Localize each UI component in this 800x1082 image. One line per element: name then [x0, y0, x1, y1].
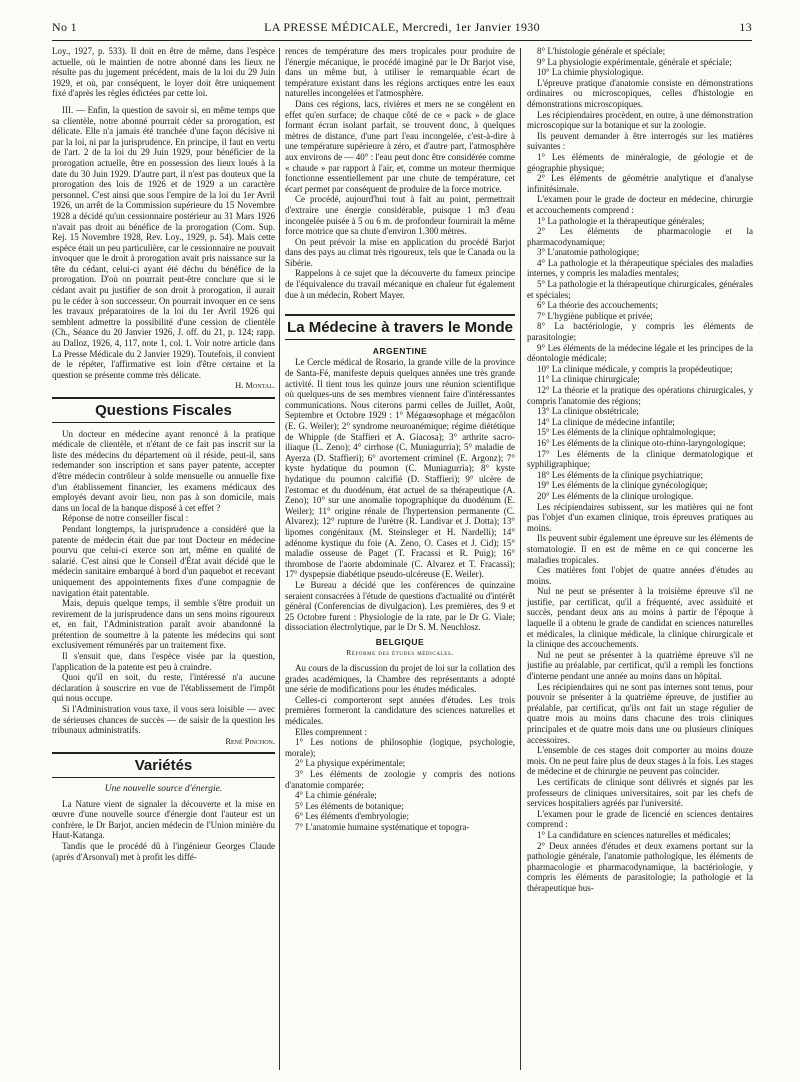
list-item: 12° La théorie et la pratique des opérations chirurgicales, y compris l'anatomie des régions;: [527, 385, 753, 406]
list-item: 15° Les éléments de la clinique ophtalmologique;: [537, 427, 716, 438]
paragraph: rences de température des mers tropicales pour produire de l'énergie mécanique, le procédé imaginé par le Dr Barjot vise, dans un même but, à utiliser le remarquable écart de température existant dans les régions arctiques entre les eaux naturelles incongelées et l'atmosphère.: [285, 46, 515, 99]
country-heading-belgique: BELGIQUE: [375, 636, 425, 647]
list-item: 11° La clinique chirurgicale;: [537, 374, 640, 385]
author-signature: H. Montal.: [235, 380, 275, 391]
list-item: 1° Les notions de philosophie (logique, psychologie, morale);: [285, 737, 515, 758]
list-item: 1° Les éléments de minéralogie, de géologie et de géographie physique;: [527, 151, 753, 173]
article-subtitle: Une nouvelle source d'énergie.: [104, 784, 223, 794]
paragraph: Il s'ensuit que, dans l'espèce visée par la question, l'application de la patente est peu à craindre.: [52, 651, 275, 672]
paragraph: Réponse de notre conseiller fiscal :: [62, 513, 189, 524]
paragraph: La Nature vient de signaler la découverte et la mise en œuvre d'une nouvelle source d'énergie dont l'auteur est un confrère, le Dr Barjot, ancien médecin de l'Union minière du Haut-Katanga.: [52, 798, 275, 841]
list-item: 6° Les éléments d'embryologie;: [295, 811, 409, 822]
list-item: 3° L'anatomie pathologique;: [537, 247, 640, 258]
list-item: 3° Les éléments de zoologie y compris des notions d'anatomie comparée;: [285, 769, 515, 790]
paragraph: Les récipiendaires procèdent, en outre, à une démonstration microscopique sur la botanique et sur la zoologie.: [527, 109, 753, 131]
journal-title: LA PRESSE MÉDICALE, Mercredi, 1er Janvier 1930: [264, 20, 540, 34]
list-item: 2° La physique expérimentale;: [295, 758, 406, 769]
paragraph: On peut prévoir la mise en application du procédé Barjot dans des pays au climat très rigoureux, tels que le Canada ou la Sibérie.: [285, 236, 515, 268]
section-heading-varietes: Variétés: [52, 752, 275, 778]
paragraph: Pendant longtemps, la jurisprudence a considéré que la patente de médecin était due par tout Docteur en médecine pourvu que celui-ci exerce son art, même en qualité de salarié. C'est ainsi que le Conseil d'État avait décidé que le médecin sanitaire embarqué à bord d'un paquebot et recevant uniquement des appointements fixes d'une compagnie de navigation était patentable.: [52, 523, 275, 598]
paragraph: Au cours de la discussion du projet de loi sur la collation des grades académiques, la Chambre des représentants a adopté une série de modifications pour les études médicales.: [285, 663, 515, 695]
list-item: 2° Les éléments de géométrie analytique et d'analyse infinitésimale.: [527, 173, 753, 194]
column-divider-left: [279, 48, 280, 1070]
column-right: [527, 46, 753, 1072]
paragraph: Rappelons à ce sujet que la découverte du fameux principe de l'équivalence du travail mécanique en chaleur fut également due à un médecin, Robert Mayer.: [285, 268, 515, 300]
paragraph: Quoi qu'il en soit, du reste, l'intéressé n'a aucune déclaration à souscrire en vue de l'établissement de l'impôt qui nous occupe.: [52, 672, 275, 704]
paragraph: Le Cercle médical de Rosario, la grande ville de la province de Santa-Fé, manifeste depuis quelques années une très grande activité. Il tient tous les quinze jours une réunion scientifique où quelques-uns de ses membres viennent faire d'intéressantes communications. Nous citerons parmi celles de Juillet, Août, Septembre et Octobre 1929 : 1° Mégaœsophage et mégacôlon (E. G. Weiler); 2° syndrome neuroanémique; régime diététique de Whipple (de Staffieri et A. Giacosa); 3° arthrite sacro-iliaque (L. Zeno); 4° cirrhose (C. Muniagurria); 5° maladie de Ayerza (D. Staffieri); 6° avortement criminel (E. Argonz); 7° kyste hydatique du poumon (C. Muniagurria); 8° kyste hydatique du poumon calcifié (D. Staffieri); 9° ulcère de l'estomac et du duodénum, état actuel de sa thérapeutique (A. Zeno); 10° sur une anomalie topographique du duodénum (E. Weiler); 11° origine rénale de l'hypertension permanente (C. Alvarez); 12° rupture de l'urètre (R. Landivar et J. Dotta); 13° lipomes congénitaux (M. Steinsleger et H. Nardelli); 14° adénome kystique du foie (A. Zeno, O. Cases et J. Cid); 15° maladie osseuse de Paget (T. Fracassi et R. Puig); 16° thrombose de l'aorte abdominale (C. Alvarez et T. Fracassi); 17° dyspepsie diabétique pseudo-ulcéreuse (E. Weiler).: [285, 357, 515, 580]
paragraph: Si l'Administration vous taxe, il vous sera loisible — avec de sérieuses chances de succès — de saisir de la question les tribunaux administratifs.: [52, 704, 275, 736]
paragraph: III. — Enfin, la question de savoir si, en même temps que sa clientèle, notre abonné pourrait céder sa prorogation, est délicate. Elle n'a jamais été tranchée d'une façon décisive ni par la loi, ni par la jurisprudence. En principe, il faut en vertu de l'art. 2 de la loi du 29 Juin 1929, pour bénéficier de la prorogation actuelle, être en possession des lieux loués à la date du 30 Juin 1929. D'autre part, il n'est pas douteux que la prorogation des lois de 1926 et de 1929 a un caractère personnel. C'est ainsi que sous l'empire de la loi du 1er Avril 1926, un arrêt de la Commission supérieure du 15 Novembre 1928 a décidé qu'un cessionnaire postérieur au 31 Mars 1926 n'avait pas droit au bénéfice de la prorogation (Com. Sup. Rej. 15 Novembre 1928, Rev. Loy., 1929, p. 54). Mais cette espèce était un peu particulière, car le cessionnaire ne pouvait invoquer que le droit à prorogation avait pris naissance sur la tête du cédant, celui-ci ayant été déchu du bénéfice de la prorogation. D'où on pourrait peut-être conclure que si le cédant avait pu justifier de son droit à prorogation, il aurait pu le céder à son successeur. On pourrait invoquer en ce sens les travaux préparatoires de la loi du 1er Avril 1926 qui semblent admettre la possibilité d'une cession de clientèle (Ch., Séance du 20 Janvier 1926, J. off. du 21, p. 124; rapp. au Dalloz, 1926, 4, 117, note 1, col. 1. Voir notre article dans La Presse Médicale du 2 Janvier 1929). Toutefois, il convient de le répéter, l'affirmative est loin d'être certaine et la question se présente comme très délicate.: [52, 104, 275, 380]
column-left: [52, 46, 275, 1072]
list-item: 4° La pathologie et la thérapeutique spéciales des maladies internes, y compris les maladies mentales;: [527, 257, 753, 279]
column-divider-right: [520, 48, 521, 1070]
page-header: [52, 20, 752, 36]
paragraph: Ces matières font l'objet de quatre années d'études au moins.: [527, 565, 753, 586]
list-item: 1° La pathologie et la thérapeutique générales;: [537, 215, 705, 226]
list-item: 9° La physiologie expérimentale, générale et spéciale;: [537, 56, 732, 67]
paragraph: Mais, depuis quelque temps, il semble s'être produit un revirement de la jurisprudence dans un sens moins rigoureux et, en fait, l'Administration paraît avoir abandonné la prétention de soumettre à la patente les médecins qui sont exclusivement rémunérés par un traitement fixe.: [52, 598, 275, 651]
paragraph: L'épreuve pratique d'anatomie consiste en démonstrations ordinaires ou microscopiques, celles d'histologie en démonstrations microscopiques.: [527, 77, 753, 109]
paragraph: Nul ne peut se présenter à la quatrième épreuve s'il ne justifie au préalable, par certificat, qu'il a rempli les fonctions d'interne pendant une année au moins dans un hôpital.: [527, 649, 753, 682]
list-item: 13° La clinique obstétricale;: [537, 406, 639, 417]
paragraph: L'ensemble de ces stages doit comporter au moins douze mois. On ne peut faire plus de deux stages à la fois. Les stages de médecine et de chirurgie ne peuvent pas coïncider.: [527, 745, 753, 777]
page-number: 13: [739, 20, 752, 34]
list-item: 16° Les éléments de la clinique oto-rhino-laryngologique;: [537, 437, 746, 448]
list-item: 7° L'anatomie humaine systématique et topogra-: [295, 821, 470, 832]
paragraph: Ils peuvent demander à être interrogés sur les matières suivantes :: [527, 130, 753, 152]
country-subheading: Réforme des études médicales.: [346, 648, 454, 658]
author-signature: René Pinchon.: [225, 735, 275, 746]
list-item: 7° L'hygiène publique et privée;: [537, 310, 653, 321]
list-item: 9° Les éléments de la médecine légale et les principes de la déontologie médicale;: [527, 342, 753, 364]
list-item: 8° L'histologie générale et spéciale;: [537, 46, 666, 56]
paragraph: Tandis que le procédé dû à l'ingénieur Georges Claude (après d'Arsonval) met à profit les diffé-: [52, 840, 275, 862]
paragraph: Elles comprennent :: [295, 726, 367, 737]
paragraph: Ils peuvent subir également une épreuve sur les éléments de stomatologie. Il en est de même en ce qui concerne les maladies tropicales.: [527, 533, 753, 565]
paragraph: Dans ces régions, lacs, rivières et mers ne se congèlent en effet qu'en surface; de chaque côté de ce « pack » de glace formant écran isolant parfait, se trouvent donc, à quelques mètres de distance, d'une part l'eau incongelée, c'est-à-dire à une température supérieure à zéro, et d'autre part, l'atmosphère aux environs de — 40° : l'eau peut donc être considérée comme « chaude » par rapport à l'air, et, comme un moteur thermique fonctionne essentiellement par une chute de température, cet écart permet par conséquent de produire de la force motrice.: [285, 98, 515, 194]
paragraph: Un docteur en médecine ayant renoncé à la pratique médicale de clientèle, et n'étant de ce fait pas inscrit sur la liste des médecins du département où il réside, peut-il, sans redemander son inscription et sans payer patente, accepter d'être médecin contrôleur à solde mensuelle ou annuelle fixe d'un établissement financier, les examens médicaux des employés devant avoir lieu, non pas à son domicile, mais dans un local de la banque disposé à cet effet ?: [52, 428, 275, 513]
list-item: 10° La clinique médicale, y compris la propédeutique;: [537, 363, 733, 374]
paragraph: L'examen pour le grade de licencié en sciences dentaires comprend :: [527, 808, 753, 830]
paragraph: Les récipiendaires qui ne sont pas internes sont tenus, pour pouvoir se présenter à la quatrième épreuve, de justifier au préalable, par certificat, qu'ils ont fait un stage régulier de quatre mois au moins dans chacune des trois cliniques principales et de quatre mois dans une ou plusieurs cliniques accessoires.: [527, 681, 753, 745]
paragraph: Nul ne peut se présenter à la troisième épreuve s'il ne justifie, par certificat, qu'il a fréquenté, avec assiduité et succès, pendant deux ans au moins à partir de l'époque à laquelle il a obtenu le grade de candidat en sciences naturelles et médicales, la clinique médicale, la clinique chirurgicale et la clinique des accouchements.: [527, 586, 753, 650]
list-item: 8° La bactériologie, y compris les éléments de parasitologie;: [527, 321, 753, 343]
list-item: 17° Les éléments de la clinique dermatologique et syphiligraphique;: [527, 448, 753, 470]
list-item: 18° Les éléments de la clinique psychiatrique;: [537, 469, 704, 480]
section-heading-medecine-monde: La Médecine à travers le Monde: [285, 314, 515, 340]
list-item: 1° La candidature en sciences naturelles et médicales;: [537, 829, 731, 840]
paragraph: Loy., 1927, p. 533). Il doit en être de même, dans l'espèce actuelle, où le maintien de notre abonné dans les lieux ne résulte pas du jugement précédent, mais de la loi du 29 Juin 1929, et où, par conséquent, le loyer doit être uniquement fixé d'après les règles édictées par cette loi.: [52, 46, 275, 99]
list-item: 20° Les éléments de la clinique urologique.: [537, 490, 694, 501]
list-item: 6° La théorie des accouchements;: [537, 300, 659, 311]
list-item: 2° Deux années d'études et deux examens portant sur la pathologie générale, l'anatomie pathologique, les éléments de pharmacologie et pharmacodynamique, la bactériologie, y compris les éléments de parasitologie; la pathologie et la thérapeutique bus-: [527, 840, 753, 893]
paragraph: L'examen pour le grade de docteur en médecine, chirurgie et accouchements comprend :: [527, 194, 753, 215]
list-item: 5° La pathologie et la thérapeutique chirurgicales, générales et spéciales;: [527, 279, 753, 300]
list-item: 14° La clinique de médecine infantile;: [537, 416, 675, 427]
list-item: 4° La chimie générale;: [295, 790, 377, 801]
paragraph: Les certificats de clinique sont délivrés et signés par les professeurs de cliniques universitaires, soit par les chefs de services hospitaliers agréés par l'université.: [527, 776, 753, 809]
paragraph: Celles-ci comporteront sept années d'études. Les trois premières formeront la candidature des sciences naturelles et médicales.: [285, 694, 515, 727]
issue-number: No 1: [52, 20, 77, 34]
country-heading-argentine: ARGENTINE: [372, 345, 428, 356]
list-item: 10° La chimie physiologique.: [537, 67, 644, 78]
list-item: 2° Les éléments de pharmacologie et la pharmacodynamique;: [527, 226, 753, 247]
column-middle: [285, 46, 515, 1072]
list-item: 5° Les éléments de botanique;: [295, 800, 404, 811]
header-rule: [52, 40, 752, 41]
list-item: 19° Les éléments de la clinique gynécologique;: [537, 480, 708, 491]
paragraph: Les récipiendaires subissent, sur les matières qui ne font pas l'objet d'un examen clinique, trois épreuves pratiques au moins.: [527, 501, 753, 533]
section-heading-questions-fiscales: Questions Fiscales: [52, 397, 275, 423]
paragraph: Ce procédé, aujourd'hui tout à fait au point, permettrait d'extraire une énergie considérable, puisque 1 m3 d'eau incongelée puisée à 5 ou 6 m. de profondeur fournirait la même force motrice que sa chute d'environ 1.300 mètres.: [285, 194, 515, 237]
paragraph: Le Bureau a décidé que les conférences de quinzaine seraient consacrées à l'étude de questions d'actualité ou d'intérêt général (Conferencias de divulgacion). Les premières, des 9 et 25 Octobre furent : Physiologie de la rate, par le Dr G. Viale; dissociation électrolytique, par le Dr S. M. Neuchlosz.: [285, 579, 515, 633]
